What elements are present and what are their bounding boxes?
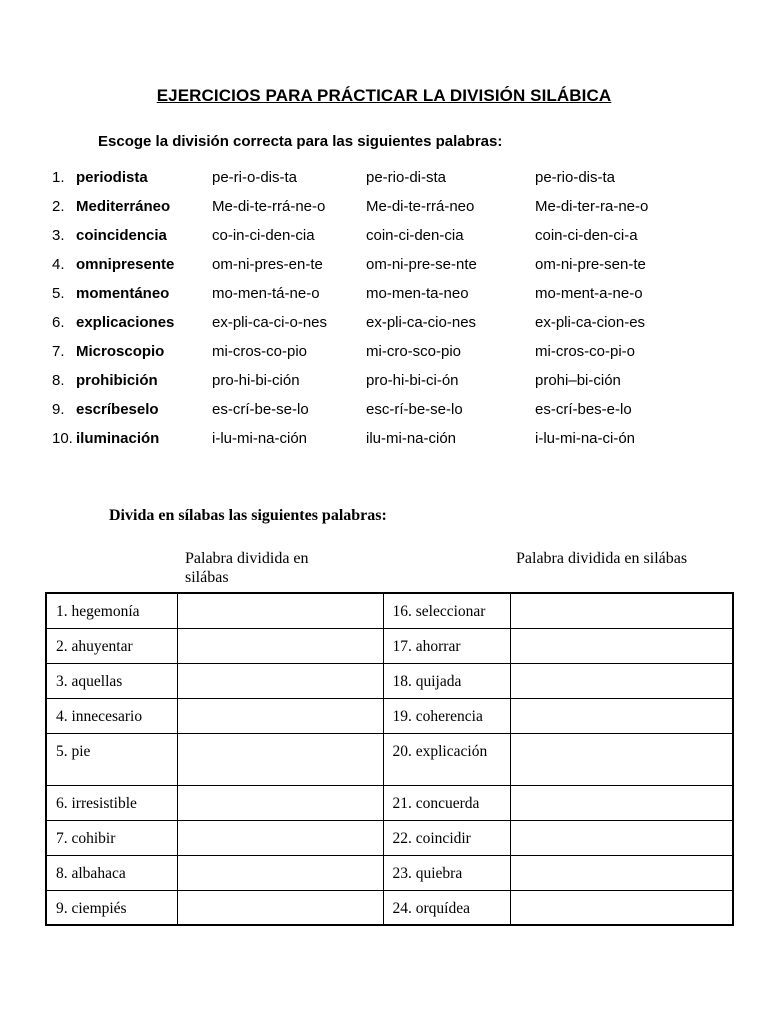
word-cell: 7. cohibir xyxy=(46,820,177,855)
exercise2-instruction: Divida en sílabas las siguientes palabras: xyxy=(109,507,387,524)
option-a: i-lu-mi-na-ción xyxy=(212,430,308,447)
answer-cell[interactable] xyxy=(510,785,733,820)
item-number: 1. xyxy=(52,169,65,186)
answer-cell[interactable] xyxy=(177,785,383,820)
option-a: om-ni-pres-en-te xyxy=(212,256,323,273)
word-cell: 17. ahorrar xyxy=(383,628,510,663)
option-b: pro-hi-bi-ci-ón xyxy=(366,372,459,389)
item-word: omnipresente xyxy=(76,256,175,273)
item-number: 9. xyxy=(52,401,65,418)
option-b: coin-ci-den-cia xyxy=(366,227,464,244)
answer-cell[interactable] xyxy=(177,820,383,855)
option-c: mo-ment-a-ne-o xyxy=(535,285,643,302)
item-number: 8. xyxy=(52,372,65,389)
option-a: mo-men-tá-ne-o xyxy=(212,285,320,302)
word-cell: 21. concuerda xyxy=(383,785,510,820)
answer-cell[interactable] xyxy=(177,628,383,663)
option-c: mi-cros-co-pi-o xyxy=(535,343,636,360)
table-row xyxy=(46,820,733,855)
answer-cell[interactable] xyxy=(510,855,733,890)
item-number: 2. xyxy=(52,198,65,215)
item-number: 10. xyxy=(52,430,73,447)
option-b: om-ni-pre-se-nte xyxy=(366,256,477,273)
answer-cell[interactable] xyxy=(177,855,383,890)
answer-cell[interactable] xyxy=(177,663,383,698)
option-c: prohi–bi-ción xyxy=(535,372,621,389)
item-number: 3. xyxy=(52,227,65,244)
table-row xyxy=(46,663,733,698)
item-word: escríbeselo xyxy=(76,401,159,418)
option-c: pe-rio-dis-ta xyxy=(535,169,616,186)
answer-cell[interactable] xyxy=(177,593,383,628)
word-cell: 18. quijada xyxy=(383,663,510,698)
word-cell: 3. aquellas xyxy=(46,663,177,698)
answer-cell[interactable] xyxy=(177,698,383,733)
answer-cell[interactable] xyxy=(510,820,733,855)
word-cell: 24. orquídea xyxy=(383,890,510,925)
item-word: momentáneo xyxy=(76,285,170,302)
answer-cell[interactable] xyxy=(510,628,733,663)
table-row xyxy=(46,593,733,628)
item-number: 5. xyxy=(52,285,65,302)
page-title: EJERCICIOS PARA PRÁCTICAR LA DIVISIÓN SILÁBICA xyxy=(156,86,612,105)
item-word: iluminación xyxy=(76,430,160,447)
item-word: explicaciones xyxy=(76,314,175,331)
option-a: Me-di-te-rrá-ne-o xyxy=(212,198,326,215)
option-c: Me-di-ter-ra-ne-o xyxy=(535,198,649,215)
table-row xyxy=(46,698,733,733)
option-a: mi-cros-co-pio xyxy=(212,343,308,360)
option-b: ilu-mi-na-ción xyxy=(366,430,457,447)
answer-cell[interactable] xyxy=(510,698,733,733)
option-c: ex-pli-ca-cion-es xyxy=(535,314,646,331)
answer-cell[interactable] xyxy=(177,890,383,925)
item-word: prohibición xyxy=(76,372,158,389)
answer-cell[interactable] xyxy=(510,890,733,925)
option-b: mi-cro-sco-pio xyxy=(366,343,462,360)
answer-cell[interactable] xyxy=(510,663,733,698)
word-cell: 1. hegemonía xyxy=(46,593,177,628)
word-cell: 16. seleccionar xyxy=(383,593,510,628)
answer-cell[interactable] xyxy=(510,733,733,785)
word-cell: 19. coherencia xyxy=(383,698,510,733)
option-c: es-crí-bes-e-lo xyxy=(535,401,632,418)
option-a: pro-hi-bi-ción xyxy=(212,372,300,389)
answer-cell[interactable] xyxy=(177,733,383,785)
word-cell: 2. ahuyentar xyxy=(46,628,177,663)
option-c: coin-ci-den-ci-a xyxy=(535,227,638,244)
word-cell: 20. explicación xyxy=(383,733,510,785)
answer-cell[interactable] xyxy=(510,593,733,628)
option-b: pe-rio-di-sta xyxy=(366,169,447,186)
option-b: Me-di-te-rrá-neo xyxy=(366,198,475,215)
item-number: 6. xyxy=(52,314,65,331)
option-a: pe-ri-o-dis-ta xyxy=(212,169,298,186)
item-word: Mediterráneo xyxy=(76,198,171,215)
item-word: periodista xyxy=(76,169,148,186)
word-cell: 23. quiebra xyxy=(383,855,510,890)
option-c: om-ni-pre-sen-te xyxy=(535,256,646,273)
option-b: esc-rí-be-se-lo xyxy=(366,401,463,418)
syllable-table xyxy=(45,592,734,926)
table-row xyxy=(46,733,733,785)
option-b: ex-pli-ca-cio-nes xyxy=(366,314,477,331)
item-word: coincidencia xyxy=(76,227,167,244)
item-word: Microscopio xyxy=(76,343,165,360)
word-cell: 9. ciempiés xyxy=(46,890,177,925)
word-cell: 8. albahaca xyxy=(46,855,177,890)
word-cell: 5. pie xyxy=(46,733,177,785)
word-cell: 4. innecesario xyxy=(46,698,177,733)
table-row xyxy=(46,785,733,820)
item-number: 7. xyxy=(52,343,65,360)
exercise1-instruction: Escoge la división correcta para las siguientes palabras: xyxy=(98,133,503,150)
column-header-right: Palabra dividida en silábas xyxy=(516,550,688,567)
option-c: i-lu-mi-na-ci-ón xyxy=(535,430,636,447)
word-cell: 6. irresistible xyxy=(46,785,177,820)
option-a: ex-pli-ca-ci-o-nes xyxy=(212,314,328,331)
table-row xyxy=(46,628,733,663)
column-header-left: Palabra dividida en silábas xyxy=(185,550,309,586)
option-b: mo-men-ta-neo xyxy=(366,285,469,302)
table-row xyxy=(46,890,733,925)
word-cell: 22. coincidir xyxy=(383,820,510,855)
item-number: 4. xyxy=(52,256,65,273)
table-row xyxy=(46,855,733,890)
option-a: es-crí-be-se-lo xyxy=(212,401,309,418)
option-a: co-in-ci-den-cia xyxy=(212,227,315,244)
